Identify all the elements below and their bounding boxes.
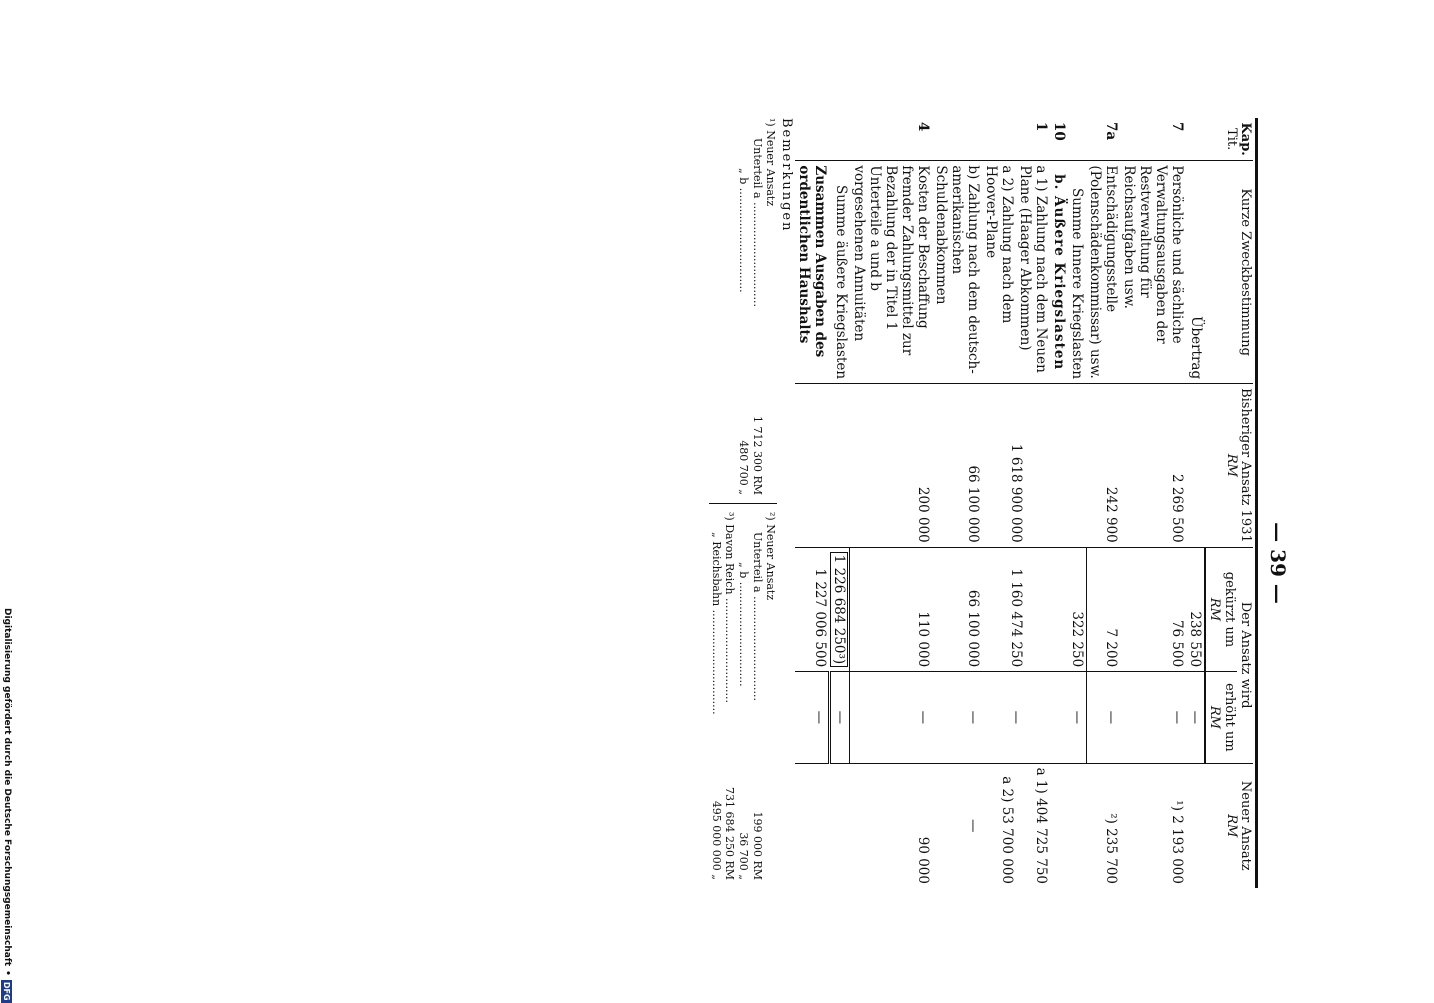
remark-head: ²) Neuer Ansatz — [764, 512, 777, 601]
cell-reduced: 322 250 — [1068, 547, 1087, 671]
cell-new: a 2) 53 700 000 — [982, 763, 1016, 888]
cell-reduced: 110 000 — [850, 547, 932, 671]
header-previous: Bisheriger Ansatz 1931 RM — [1205, 384, 1253, 548]
remark-line: „ b .............................. 36 700 „ — [737, 562, 751, 880]
row-label: Zusammen Ausgaben des ordentlichen Haushalts — [795, 161, 829, 384]
remark-line: Unterteil a .............................. 199 000 RM — [751, 532, 764, 880]
cell-kap: 10 — [1050, 122, 1067, 141]
page-number: — 39 — — [1266, 522, 1290, 604]
row-label: a 2) Zahlung nach dem Hoover-Plane — [982, 161, 1016, 384]
cell-increased: — — [982, 672, 1050, 763]
rotated-document-page — [516, 118, 1296, 998]
cell-increased: — — [1086, 672, 1120, 763]
remark-line: Unterteil a .............................. 1 712 300 RM — [751, 138, 764, 495]
row-label: Übertrag — [1186, 161, 1205, 384]
cell-previous: 66 100 000 — [932, 384, 982, 548]
header-reduced: gekürzt um RM — [1205, 547, 1237, 671]
header-kap-tit: Kap. Tit. — [1223, 122, 1253, 156]
row-label: Entschädigungsstelle (Polenschädenkommissar) usw. — [1086, 161, 1120, 384]
cell-increased: — — [1068, 672, 1087, 763]
row-label: Summe Innere Kriegslasten — [1068, 161, 1087, 384]
cell-new: 90 000 — [850, 763, 932, 888]
remarks — [709, 118, 794, 888]
table-row — [1050, 118, 1068, 888]
remarks-left — [709, 118, 777, 503]
header-new: Neuer Ansatz RM — [1205, 763, 1253, 888]
table-row — [829, 118, 850, 888]
cell-reduced: 76 500 — [1120, 547, 1186, 671]
cell-reduced: 238 550 — [1186, 547, 1205, 671]
table-row — [1086, 118, 1120, 888]
cell-increased: — — [795, 672, 829, 763]
digitization-credit: Digitalisierung gefördert durch die Deutsche Forschungsgemeinschaft • DFG — [2, 608, 12, 1001]
cell-new: ¹) 2 193 000 — [1120, 763, 1186, 888]
remark-head: ¹) Neuer Ansatz — [764, 118, 777, 207]
cell-reduced: 7 200 — [1086, 547, 1120, 671]
remark-line: ³) Davon Reich .............................. 731 684 250 RM — [723, 512, 737, 880]
cell-increased: — — [932, 672, 982, 763]
dfg-logo-icon: DFG — [2, 981, 12, 1001]
header-purpose: Kurze Zweckbestimmung — [1205, 161, 1253, 384]
table-row — [1068, 118, 1087, 888]
row-label: Kosten der Beschaffung fremder Zahlungsmittel zur Bezahlung der in Titel 1 Unterteile a und b vorgesehenen Annuitäten — [850, 161, 932, 384]
remarks-title: Bemerkungen — [779, 118, 794, 233]
cell-new: a 1) 404 725 750 — [1016, 763, 1050, 888]
cell-kap: 7 — [1169, 122, 1186, 132]
cell-previous: 1 618 900 000 — [982, 384, 1050, 548]
cell-reduced: 1 226 684 250³) — [829, 547, 850, 671]
row-label: Persönliche und sächliche Verwaltungsausgaben der Restverwaltung für Reichsaufgaben usw. — [1120, 161, 1186, 384]
header-change-group: Der Ansatz wird — [1237, 547, 1253, 763]
table-row — [1016, 118, 1050, 888]
table-row — [932, 118, 982, 888]
row-label: Summe äußere Kriegslasten — [829, 161, 850, 384]
cell-previous: 2 269 500 — [1120, 384, 1186, 548]
cell-increased: — — [1186, 672, 1205, 763]
table-row — [1120, 118, 1186, 888]
credit-text: Digitalisierung gefördert durch die Deutsche Forschungsgemeinschaft — [2, 608, 12, 967]
row-label: a 1) Zahlung nach dem Neuen Plane (Haager Abkommen) — [1016, 161, 1050, 384]
cell-increased: — — [1120, 672, 1186, 763]
cell-kap: 4 — [914, 122, 931, 132]
budget-table — [795, 118, 1258, 888]
cell-reduced: 66 100 000 — [932, 547, 982, 671]
table-row — [795, 118, 829, 888]
remarks-right — [709, 503, 777, 888]
cell-new: ²) 235 700 — [1086, 763, 1120, 888]
remark-line: „ Reichsbahn .............................. 495 000 000 „ — [709, 532, 723, 880]
row-label: b) Zahlung nach dem deutsch-amerikanischen Schuldenabkommen — [932, 161, 982, 384]
cell-kap: 7a — [1103, 122, 1120, 141]
cell-increased: — — [850, 672, 932, 763]
cell-new: — — [932, 763, 982, 888]
cell-previous: 200 000 — [850, 384, 932, 548]
cell-kap: 1 — [1032, 122, 1049, 132]
cell-previous: 242 900 — [1086, 384, 1120, 548]
cell-reduced: 1 227 006 500 — [795, 547, 829, 671]
remark-line: „ b .............................. 480 700 „ — [737, 168, 751, 495]
section-heading: b. Äußere Kriegslasten — [1050, 161, 1068, 384]
table-row — [1186, 118, 1205, 888]
table-row — [850, 118, 932, 888]
cell-increased: — — [829, 672, 850, 763]
cell-reduced: 1 160 474 250 — [982, 547, 1050, 671]
header-increased: erhöht um RM — [1205, 672, 1237, 763]
